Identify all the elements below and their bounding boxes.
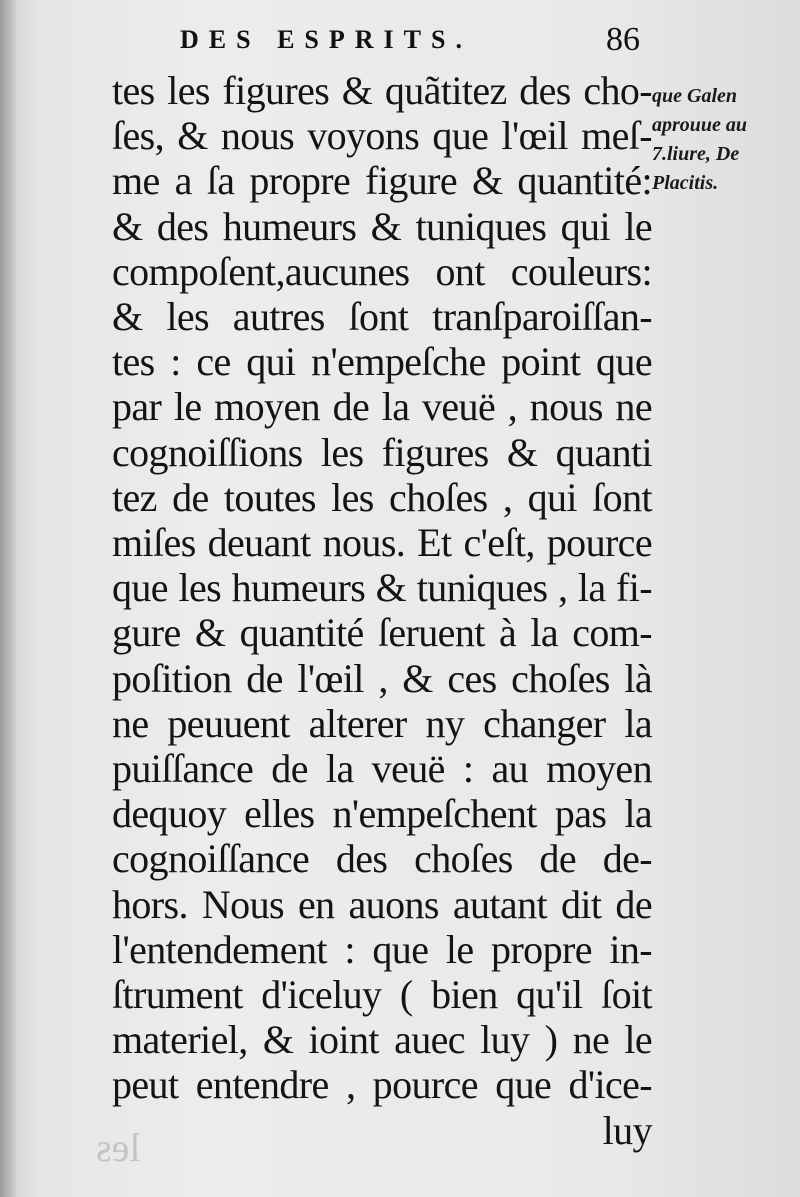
- margin-note-line: que Galen: [652, 85, 737, 107]
- text-line: cognoiſſance des choſes de de-: [112, 836, 652, 882]
- running-head: [180, 20, 640, 60]
- text-line: hors. Nous en auons autant dit de: [112, 881, 652, 927]
- page-spine-shadow: [0, 0, 16, 1197]
- text-line: par le moyen de la veuë , nous ne: [112, 384, 652, 430]
- margin-note-line: 7.liure, De: [652, 143, 740, 165]
- body-text: [112, 68, 652, 1153]
- show-through-text: les: [96, 1125, 141, 1170]
- text-line: tes : ce qui n'empeſche point que: [112, 339, 652, 385]
- text-line: & des humeurs & tuniques qui le: [112, 203, 652, 249]
- text-line: que les humeurs & tuniques , la fi-: [112, 565, 652, 611]
- text-line: miſes deuant nous. Et c'eſt, pource: [112, 520, 652, 566]
- margin-note-line: Placitis.: [652, 172, 719, 194]
- text-line: peut entendre , pource que d'ice-: [112, 1062, 652, 1108]
- text-line: dequoy elles n'empeſchent pas la: [112, 791, 652, 837]
- margin-note-line: aprouue au: [652, 114, 748, 136]
- text-line: poſition de l'œil , & ces choſes là: [112, 655, 652, 701]
- text-line: compoſent,aucunes ont couleurs:: [112, 248, 652, 294]
- text-line: l'entendement : que le propre in-: [112, 926, 652, 972]
- text-line: gure & quantité ſeruent à la com-: [112, 610, 652, 656]
- catchword: luy: [602, 1107, 652, 1153]
- text-line: & les autres ſont tranſparoiſſan-: [112, 294, 652, 340]
- running-title: DES ESPRITS.: [180, 25, 472, 54]
- text-line: cognoiſſions les figures & quanti: [112, 429, 652, 475]
- text-line: tez de toutes les choſes , qui ſont: [112, 474, 652, 520]
- text-line: tes les figures & quãtitez des cho-: [112, 68, 652, 113]
- text-line: ne peuuent alterer ny changer la: [112, 700, 652, 746]
- text-line: puiſſance de la veuë : au moyen: [112, 746, 652, 792]
- margin-note: [652, 82, 792, 198]
- text-line: ſes, & nous voyons que l'œil meſ-: [112, 113, 652, 159]
- text-line: me a ſa propre figure & quantité:: [112, 158, 652, 204]
- text-line: materiel, & ioint auec luy ) ne le: [112, 1017, 652, 1063]
- page-number: 86: [606, 21, 640, 58]
- text-line: ſtrument d'iceluy ( bien qu'il ſoit: [112, 972, 652, 1018]
